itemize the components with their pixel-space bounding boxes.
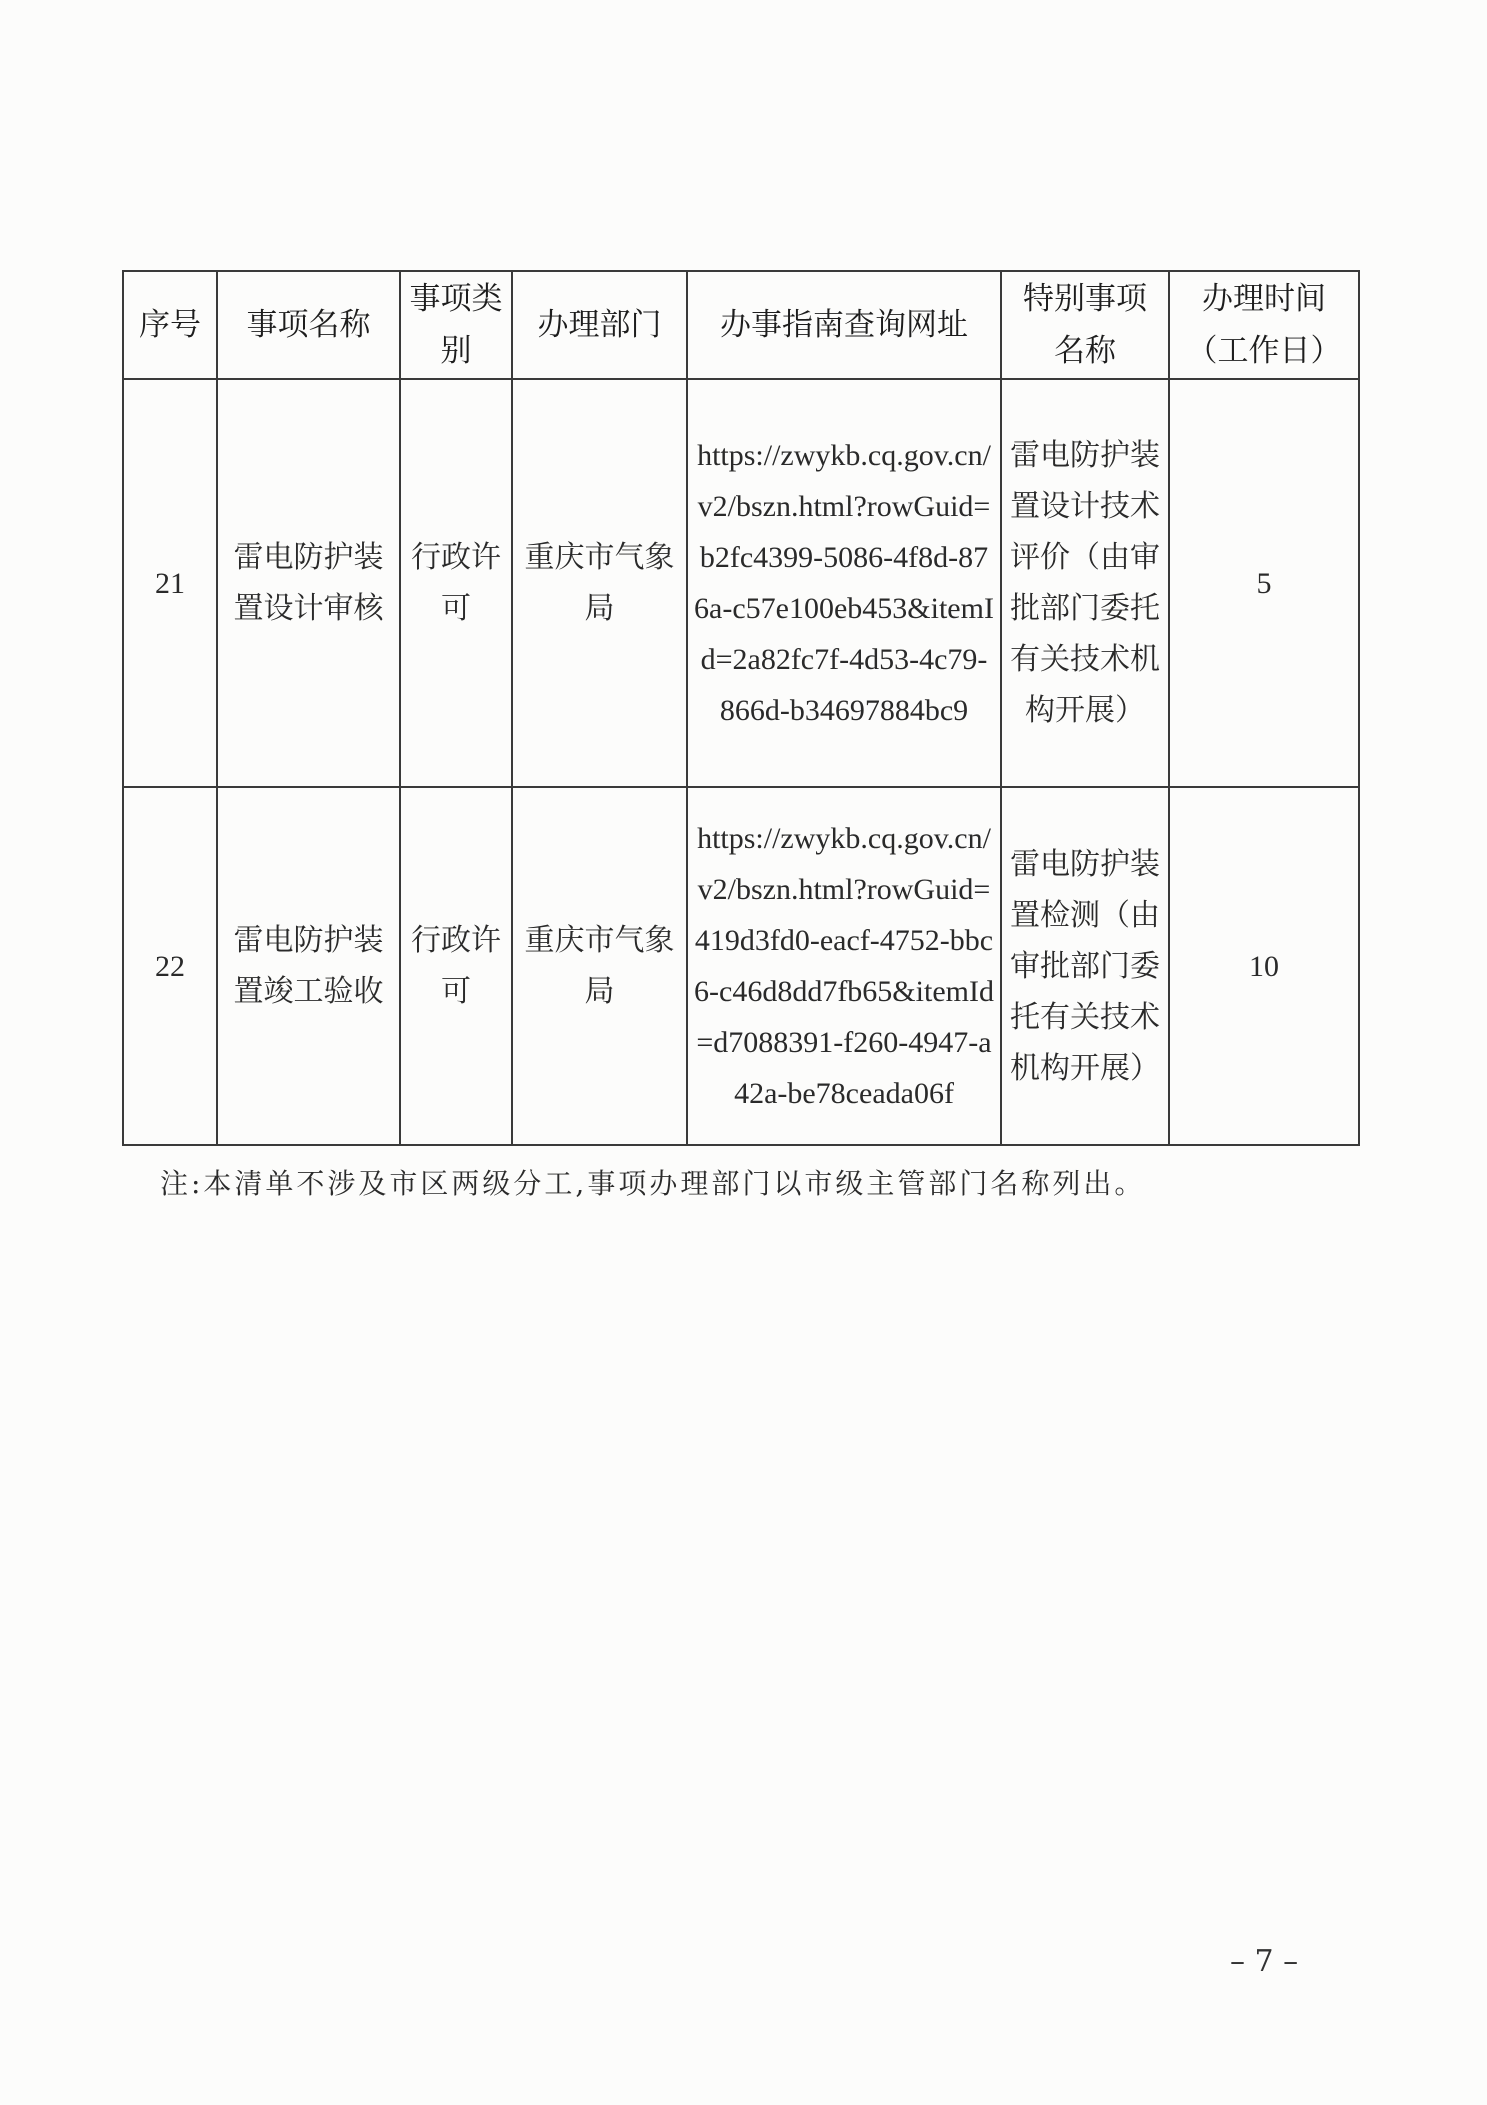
table-row (123, 787, 1359, 1145)
cell-special-name: 雷电防护装置检测（由审批部门委托有关技术机构开展） (1001, 787, 1169, 1145)
cell-guide-url: https://zwykb.cq.gov.cn/v2/bszn.html?rowGuid=419d3fd0-eacf-4752-bbc6-c46d8dd7fb65&itemId=d7088391-f260-4947-a42a-be78ceada06f (687, 787, 1001, 1145)
header-seq: 序号 (123, 271, 217, 379)
cell-department: 重庆市气象局 (512, 379, 687, 787)
cell-category: 行政许可 (400, 379, 512, 787)
cell-name: 雷电防护装置设计审核 (217, 379, 400, 787)
header-processing-time: 办理时间（工作日） (1169, 271, 1359, 379)
cell-name: 雷电防护装置竣工验收 (217, 787, 400, 1145)
header-special-name: 特别事项名称 (1001, 271, 1169, 379)
header-department: 办理部门 (512, 271, 687, 379)
cell-seq: 21 (123, 379, 217, 787)
cell-special-name: 雷电防护装置设计技术评价（由审批部门委托有关技术机构开展） (1001, 379, 1169, 787)
table-header-row (123, 271, 1359, 379)
table-row (123, 379, 1359, 787)
header-guide-url: 办事指南查询网址 (687, 271, 1001, 379)
cell-department: 重庆市气象局 (512, 787, 687, 1145)
header-name: 事项名称 (217, 271, 400, 379)
cell-guide-url: https://zwykb.cq.gov.cn/v2/bszn.html?rowGuid=b2fc4399-5086-4f8d-876a-c57e100eb453&itemId=2a82fc7f-4d53-4c79-866d-b34697884bc9 (687, 379, 1001, 787)
cell-seq: 22 (123, 787, 217, 1145)
cell-processing-time: 5 (1169, 379, 1359, 787)
cell-processing-time: 10 (1169, 787, 1359, 1145)
footnote: 注:本清单不涉及市区两级分工,事项办理部门以市级主管部门名称列出。 (160, 1167, 1146, 1200)
cell-category: 行政许可 (400, 787, 512, 1145)
header-category: 事项类别 (400, 271, 512, 379)
page-number: – 7 – (1230, 1944, 1299, 1979)
items-table (122, 270, 1360, 1146)
